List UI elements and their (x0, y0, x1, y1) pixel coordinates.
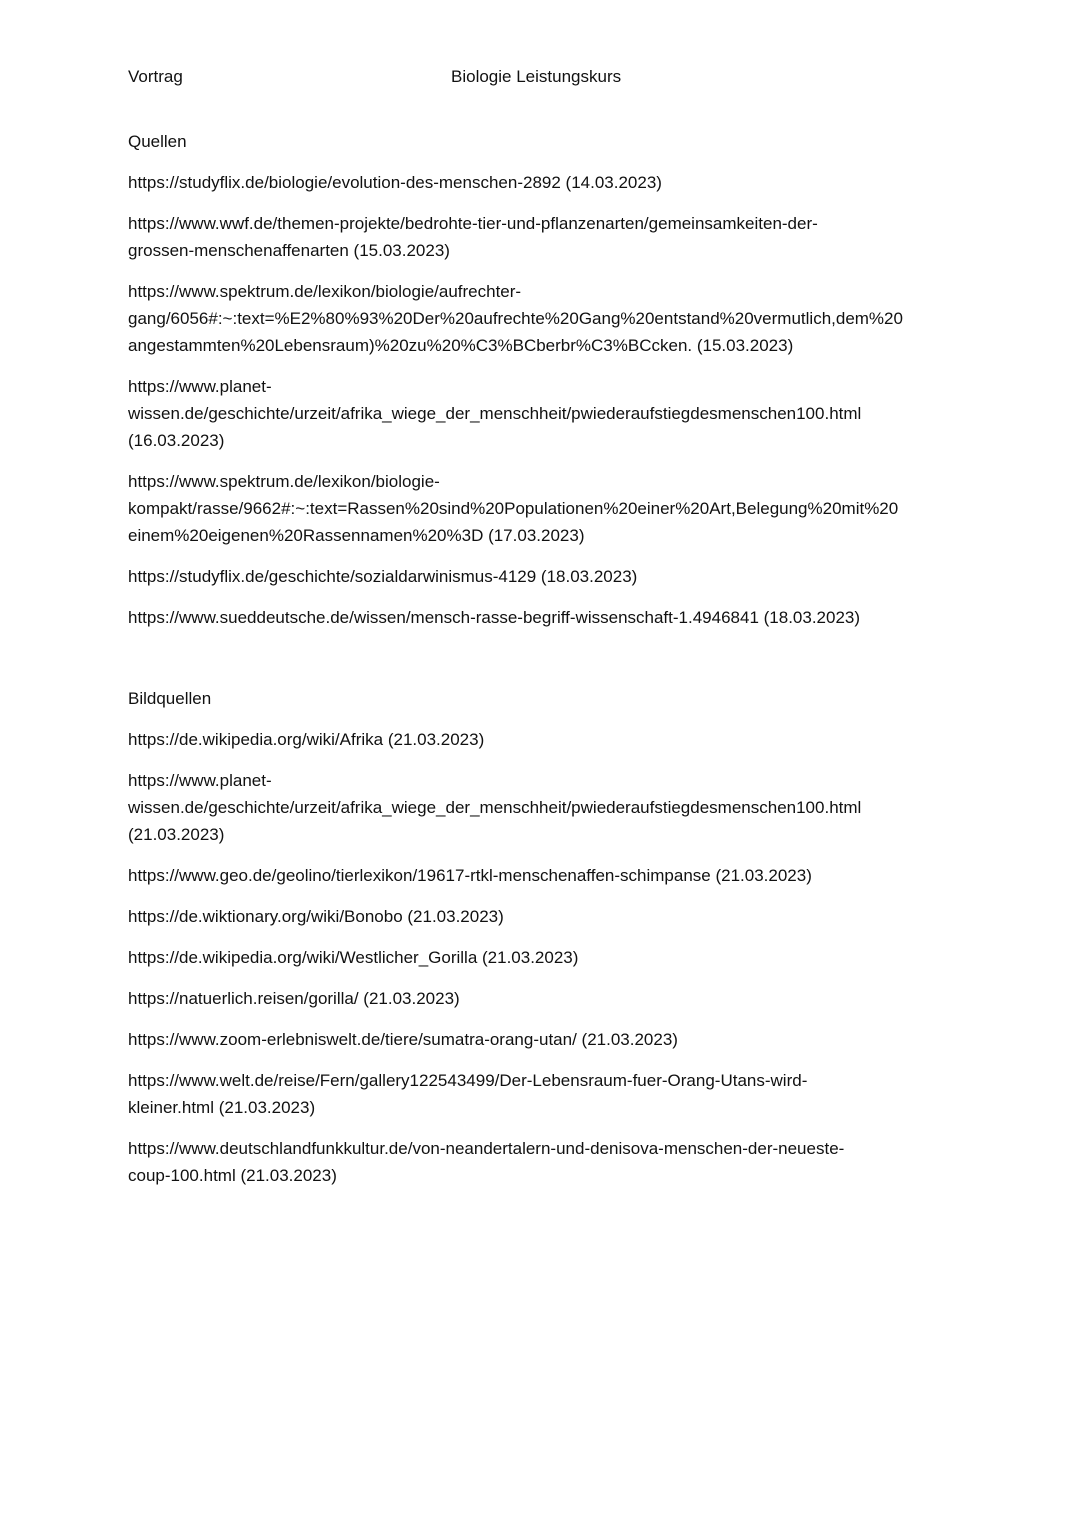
image-source-line: https://www.deutschlandfunkkultur.de/von-neandertalern-und-denisova-menschen-der-neueste- (128, 1139, 845, 1158)
image-source-line: coup-100.html (21.03.2023) (128, 1166, 337, 1185)
image-source-line: https://de.wiktionary.org/wiki/Bonobo (21.03.2023) (128, 907, 504, 926)
image-source-line: https://www.welt.de/reise/Fern/gallery122543499/Der-Lebensraum-fuer-Orang-Utans-wird- (128, 1071, 808, 1090)
image-source-entry (128, 903, 958, 930)
source-line: https://www.sueddeutsche.de/wissen/mensch-rasse-begriff-wissenschaft-1.4946841 (18.03.2023) (128, 608, 861, 627)
image-source-entry (128, 985, 958, 1012)
image-source-entry (128, 944, 958, 971)
source-entry (128, 373, 958, 454)
image-source-entry (128, 1026, 958, 1053)
image-source-line: https://www.geo.de/geolino/tierlexikon/19617-rtkl-menschenaffen-schimpanse (21.03.2023) (128, 866, 812, 885)
section-spacer (128, 645, 958, 685)
image-source-line: kleiner.html (21.03.2023) (128, 1098, 316, 1117)
header-course: Biologie Leistungskurs (451, 67, 622, 86)
source-line: https://www.spektrum.de/lexikon/biologie/aufrechter- (128, 282, 522, 301)
image-source-line: (21.03.2023) (128, 825, 225, 844)
image-sources-heading: Bildquellen (128, 689, 212, 708)
source-entry (128, 604, 958, 631)
source-line: (16.03.2023) (128, 431, 225, 450)
image-source-entry (128, 1135, 958, 1189)
source-line: https://www.planet- (128, 377, 272, 396)
source-line: einem%20eigenen%20Rassennamen%20%3D (17.03.2023) (128, 526, 585, 545)
image-source-line: wissen.de/geschichte/urzeit/afrika_wiege_der_menschheit/pwiederaufstiegdesmenschen100.html (128, 798, 862, 817)
image-source-entry (128, 726, 958, 753)
content (128, 128, 958, 1203)
source-line: kompakt/rasse/9662#:~:text=Rassen%20sind%20Populationen%20einer%20Art,Belegung%20mit%20 (128, 499, 899, 518)
source-entry (128, 468, 958, 549)
source-line: https://studyflix.de/geschichte/sozialdarwinismus-4129 (18.03.2023) (128, 567, 638, 586)
image-source-line: https://natuerlich.reisen/gorilla/ (21.03.2023) (128, 989, 460, 1008)
source-entry (128, 563, 958, 590)
image-source-entry (128, 1067, 958, 1121)
source-line: https://studyflix.de/biologie/evolution-des-menschen-2892 (14.03.2023) (128, 173, 662, 192)
image-source-line: https://de.wikipedia.org/wiki/Afrika (21.03.2023) (128, 730, 485, 749)
source-line: https://www.wwf.de/themen-projekte/bedrohte-tier-und-pflanzenarten/gemeinsamkeiten-der- (128, 214, 818, 233)
image-source-line: https://www.zoom-erlebniswelt.de/tiere/sumatra-orang-utan/ (21.03.2023) (128, 1030, 678, 1049)
sources-heading: Quellen (128, 132, 187, 151)
source-line: wissen.de/geschichte/urzeit/afrika_wiege_der_menschheit/pwiederaufstiegdesmenschen100.html (128, 404, 862, 423)
image-source-entry (128, 862, 958, 889)
source-entry (128, 278, 958, 359)
source-line: angestammten%20Lebensraum)%20zu%20%C3%BCberbr%C3%BCcken. (15.03.2023) (128, 336, 794, 355)
source-entry (128, 210, 958, 264)
source-entry (128, 169, 958, 196)
image-source-entry (128, 767, 958, 848)
source-line: https://www.spektrum.de/lexikon/biologie- (128, 472, 440, 491)
image-source-line: https://de.wikipedia.org/wiki/Westlicher_Gorilla (21.03.2023) (128, 948, 579, 967)
source-line: grossen-menschenaffenarten (15.03.2023) (128, 241, 450, 260)
source-line: gang/6056#:~:text=%E2%80%93%20Der%20aufrechte%20Gang%20entstand%20vermutlich,dem%20 (128, 309, 903, 328)
header-title: Vortrag (128, 67, 183, 86)
image-source-line: https://www.planet- (128, 771, 272, 790)
